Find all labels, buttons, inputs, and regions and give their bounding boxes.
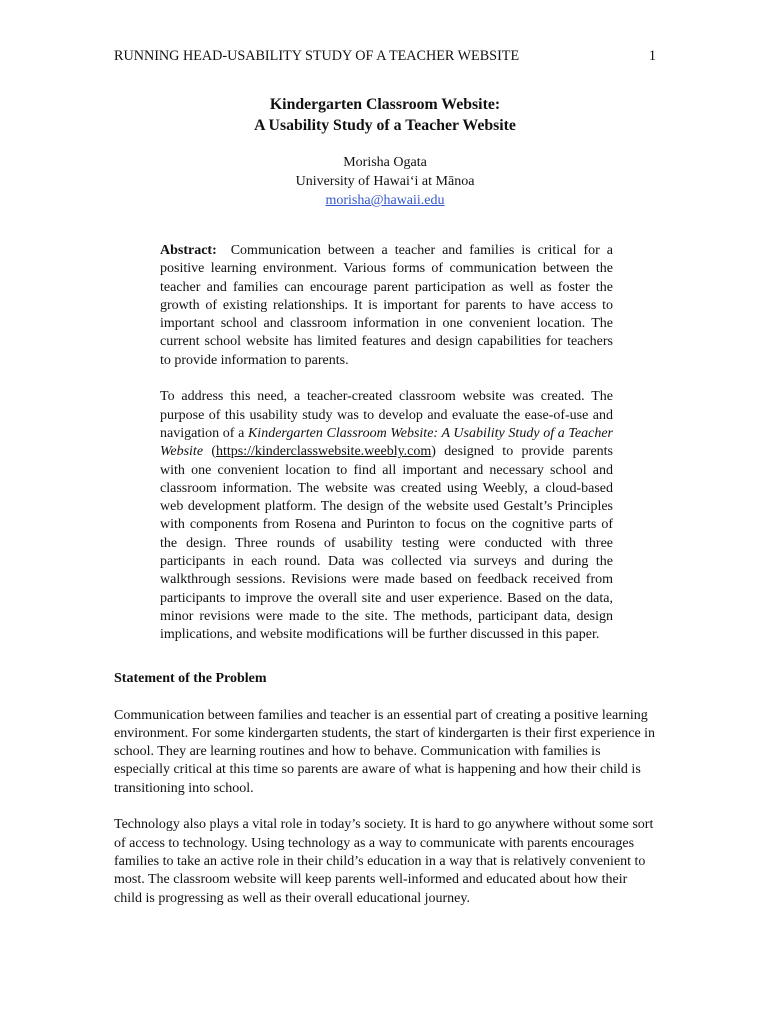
paper-title: [114, 95, 656, 136]
abstract-p2-paren: (: [203, 444, 217, 460]
title-line-1: Kindergarten Classroom Website:: [269, 96, 501, 113]
abstract-label: Abstract:: [160, 243, 217, 258]
abstract-p2-italic-title: Kindergarten Classroom Website: A Usability Study of a Teacher Website: [160, 425, 613, 460]
abstract: [160, 242, 613, 645]
author-block: [114, 153, 656, 210]
running-head-text: RUNNING HEAD-USABILITY STUDY OF A TEACHER WEBSITE: [114, 48, 520, 64]
abstract-p2-rest: ) designed to provide parents with one convenient location to find all important and necessary school and classroom information. The website was created using Weebly, a cloud-based web development platform. The design of the website used Gestalt’s Principles with components from Rosena and Purinton to focus on the cognitive parts of the design. Three rounds of usability testing were conducted with three participants in each round. Data was collected via surveys and during the walkthrough sessions. Revisions were made based on feedback received from participants to improve the overall site and user experience. Based on the data, minor revisions were made to the site. The methods, participant data, design implications, and website modifications will be further discussed in this paper.: [160, 444, 613, 643]
abstract-p1-text: Communication between a teacher and families is critical for a positive learning environment. Various forms of communication between the teacher and families can encourage parent participation as well as foster the growth of existing relationships. It is important for parents to have access to important school and classroom information in one convenient location. The current school website has limited features and design capabilities for teachers to provide information to parents.: [160, 243, 614, 368]
title-line-2: A Usability Study of a Teacher Website: [254, 116, 516, 134]
section-paragraph-1: Communication between families and teacher is an essential part of creating a positive learning environment. For some kindergarten students, the start of kindergarten is their first experience in school. They are learning routines and how to behave. Communication with families is especially critical at this time so parents are aware of what is happening and how their child is transitioning into school.: [114, 707, 656, 796]
section-paragraph-2: Technology also plays a vital role in today’s society. It is hard to go anywhere without some sort of access to technology. Using technology as a way to communicate with parents encourages families to take an active role in their child’s education in a way that is relatively convenient to most. The classroom website will keep parents well-informed and educated about how their child is progressing as well as their overall educational journey.: [114, 817, 654, 906]
abstract-p2-intro: To address this need, a teacher-created classroom website was created. The purpose of this usability study was to develop and evaluate the ease-of-use and navigation of a: [160, 389, 613, 441]
website-url-link[interactable]: https://kinderclasswebsite.weebly.com: [216, 444, 432, 460]
statement-of-problem-section: [114, 670, 656, 908]
section-heading: Statement of the Problem: [114, 671, 267, 686]
author-affiliation: University of Hawai‘i at Mānoa: [295, 174, 475, 189]
abstract-paragraph-1: [160, 242, 613, 370]
author-name: Morisha Ogata: [343, 155, 427, 170]
author-email-link[interactable]: morisha@hawaii.edu: [325, 193, 445, 208]
page-number: 1: [648, 48, 656, 64]
abstract-paragraph-2: [160, 388, 613, 644]
